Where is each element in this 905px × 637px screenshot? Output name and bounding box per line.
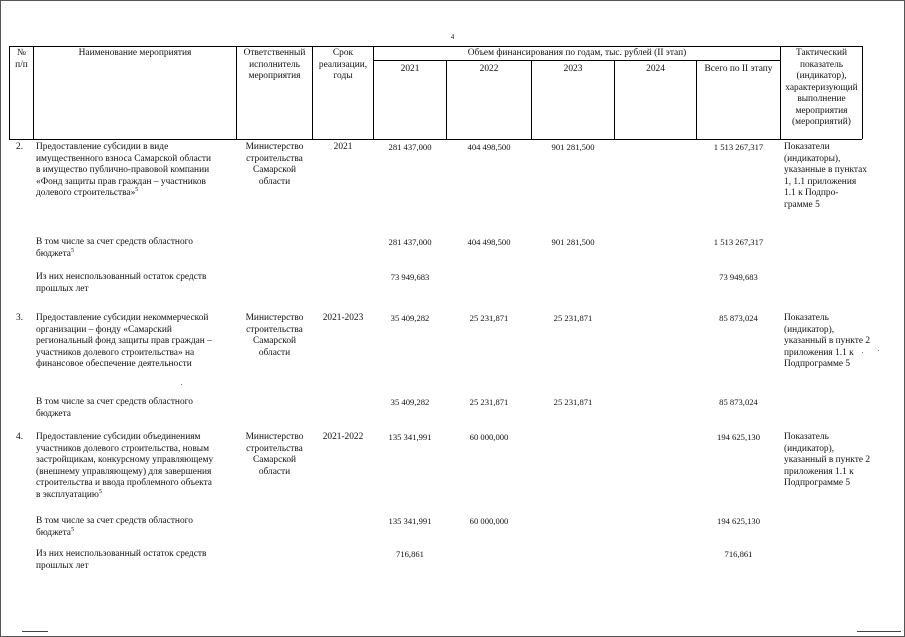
footnote-marker: 5 bbox=[135, 186, 139, 193]
row-name: В том числе за счет средств областного бюджета bbox=[36, 397, 193, 419]
scan-speck bbox=[878, 350, 879, 351]
row-value-2023: 25 231,871 bbox=[553, 313, 593, 323]
footnote-marker: 5 bbox=[98, 488, 102, 495]
row-value-total: 85 873,024 bbox=[719, 313, 758, 323]
row-value-2022: 60 000,000 bbox=[469, 516, 509, 526]
row-value-2023: 901 281,500 bbox=[551, 237, 595, 247]
header-funding-group: Объем финансирования по годам, тыс. рублей (II этап) bbox=[467, 48, 687, 58]
row-term: 2021-2023 bbox=[322, 313, 364, 323]
scan-edge-mark bbox=[857, 631, 901, 632]
row-term: 2021 bbox=[333, 142, 353, 152]
row-value-2022: 404 498,500 bbox=[467, 237, 511, 247]
row-name: В том числе за счет средств областного бюджета$^5$ bbox=[36, 237, 193, 259]
row-value-2021: 281 437,000 bbox=[388, 237, 432, 247]
row-value-2021: 135 341,991 bbox=[388, 432, 432, 442]
row-term: 2021-2022 bbox=[322, 432, 364, 442]
col-divider bbox=[862, 46, 863, 139]
header-indicator: Тактический показатель (индикатор), характеризующий выполнение мероприятия (мероприятий) bbox=[785, 48, 858, 127]
row-value-total: 1 513 267,317 bbox=[713, 142, 764, 152]
row-name: В том числе за счет средств областного бюджета$^5$ bbox=[36, 516, 193, 538]
row-value-total: 1 513 267,317 bbox=[713, 237, 764, 247]
row-value-2022: 60 000,000 bbox=[469, 432, 509, 442]
header-bottom-border bbox=[9, 139, 862, 140]
row-name: Предоставление субсидии некоммерческой организации – фонду «Самарский региональный фонд защиты прав граждан – участников долевого строительства» на финансовое обеспечение деятельности bbox=[36, 313, 212, 369]
row-value-2021: 35 409,282 bbox=[390, 313, 430, 323]
row-number: 3. bbox=[16, 313, 24, 323]
row-indicator: Показатель (индикатор), указанный в пункте 2 приложения 1.1 к Подпрограмме 5 bbox=[784, 432, 871, 488]
header-responsible: Ответственный исполнитель мероприятия bbox=[243, 48, 306, 81]
row-value-total: 194 625,130 bbox=[717, 432, 760, 442]
row-value-2021: 135 341,991 bbox=[388, 516, 432, 526]
row-value-2022: 25 231,871 bbox=[469, 313, 509, 323]
row-value-total: 716,861 bbox=[724, 549, 753, 559]
header-num: № п/п bbox=[15, 48, 28, 70]
row-indicator: Показатели (индикаторы), указанные в пунктах 1, 1.1 приложения 1.1 к Подпро- грамме 5 bbox=[784, 142, 867, 210]
row-value-2022: 25 231,871 bbox=[469, 397, 509, 407]
row-value-total: 85 873,024 bbox=[719, 397, 758, 407]
row-name: Из них неиспользованный остаток средств прошлых лет bbox=[36, 272, 207, 294]
header-name: Наименование мероприятия bbox=[78, 48, 192, 58]
row-responsible: Министерство строительства Самарской области bbox=[245, 142, 304, 187]
page-number: 4 bbox=[450, 33, 455, 41]
row-value-2021: 35 409,282 bbox=[390, 397, 430, 407]
scan-speck bbox=[181, 384, 182, 385]
row-responsible: Министерство строительства Самарской области bbox=[245, 313, 304, 358]
row-indicator: Показатель (индикатор), указанный в пункте 2 приложения 1.1 к Подпрограмме 5 bbox=[784, 313, 871, 369]
scan-edge-mark bbox=[22, 631, 48, 632]
header-term: Срок реализации, годы bbox=[318, 48, 368, 81]
row-number: 4. bbox=[16, 432, 24, 442]
funding-subheader-border bbox=[373, 60, 780, 61]
row-value-2023: 25 231,871 bbox=[553, 397, 593, 407]
row-name: Предоставление субсидии объединениям участников долевого строительства, новым застройщикам, конкурсному управляющему (внешнему управляющему) для завершения строительства и ввода проблемного объекта в эксплуатацию$^5$ bbox=[36, 432, 214, 500]
row-value-2021: 73 949,683 bbox=[390, 272, 430, 282]
table-top-border bbox=[9, 46, 862, 47]
row-name: Предоставление субсидии в виде имущественного взноса Самарской области в имущество публично-правовой компании «Фонд защиты прав граждан – участников долевого строительства»$^5$ bbox=[36, 142, 212, 198]
col-divider bbox=[33, 46, 34, 139]
header-year-2023: 2023 bbox=[563, 64, 583, 74]
row-name: Из них неиспользованный остаток средств прошлых лет bbox=[36, 549, 207, 571]
footnote-marker: 5 bbox=[70, 247, 74, 254]
row-value-2023: 901 281,500 bbox=[551, 142, 595, 152]
header-year-2024: 2024 bbox=[646, 64, 665, 74]
header-year-2021: 2021 bbox=[400, 64, 420, 74]
row-value-2021: 716,861 bbox=[396, 549, 424, 559]
header-year-2022: 2022 bbox=[479, 64, 499, 74]
row-value-total: 73 949,683 bbox=[719, 272, 758, 282]
footnote-marker: 5 bbox=[70, 526, 74, 533]
row-number: 2. bbox=[16, 142, 24, 152]
row-value-2022: 404 498,500 bbox=[467, 142, 511, 152]
row-value-total: 194 625,130 bbox=[717, 516, 760, 526]
row-value-2021: 281 437,000 bbox=[388, 142, 432, 152]
header-total: Всего по II этапу bbox=[704, 64, 773, 74]
row-responsible: Министерство строительства Самарской области bbox=[245, 432, 304, 477]
scan-speck bbox=[862, 352, 863, 353]
col-divider bbox=[373, 46, 374, 139]
